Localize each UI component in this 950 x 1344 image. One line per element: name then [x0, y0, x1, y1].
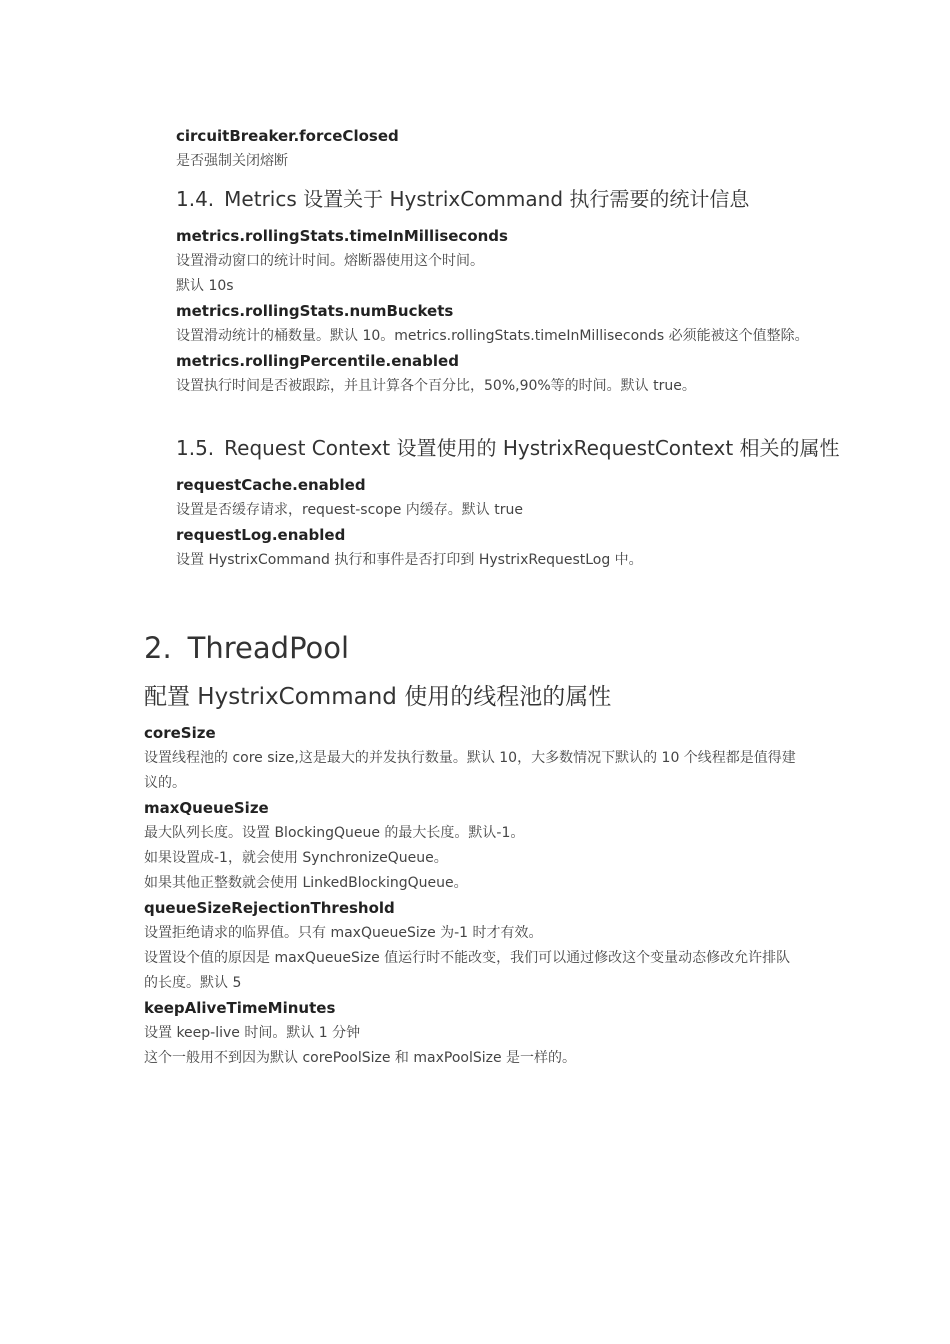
- property-name: maxQueueSize: [144, 799, 269, 817]
- property-name: coreSize: [144, 724, 216, 742]
- property-description: 如果设置成-1，就会使用 SynchronizeQueue。: [144, 850, 448, 866]
- property-name: circuitBreaker.forceClosed: [176, 127, 399, 145]
- chapter-heading: [144, 628, 816, 668]
- property-name: requestLog.enabled: [176, 526, 346, 544]
- section-number: 1.5.: [176, 436, 215, 460]
- property-name: keepAliveTimeMinutes: [144, 999, 336, 1017]
- property-list: [144, 721, 816, 1071]
- property-description: 默认 10s: [176, 278, 234, 294]
- subheading-text: 配置 HystrixCommand 使用的线程池的属性: [144, 684, 612, 710]
- property-description: 的长度。默认 5: [144, 975, 242, 991]
- property-description: 如果其他正整数就会使用 LinkedBlockingQueue。: [144, 875, 468, 891]
- property-description: 设置线程池的 core size,这是最大的并发执行数量。默认 10，大多数情况下默认的 10 个线程都是值得建: [144, 750, 796, 766]
- property-name: metrics.rollingStats.numBuckets: [176, 302, 454, 320]
- property-name: metrics.rollingPercentile.enabled: [176, 352, 459, 370]
- property-description: 设置是否缓存请求，request-scope 内缓存。默认 true: [176, 502, 523, 518]
- property-name: metrics.rollingStats.timeInMilliseconds: [176, 227, 508, 245]
- property-description: 最大队列长度。设置 BlockingQueue 的最大长度。默认-1。: [144, 825, 525, 841]
- property-description: 是否强制关闭熔断: [176, 153, 288, 169]
- property-entry: [176, 124, 816, 174]
- property-list: [176, 224, 816, 399]
- chapter-number: 2.: [144, 631, 172, 665]
- section-heading-1-4: [176, 184, 816, 214]
- subheading: [144, 680, 816, 714]
- property-description: 这个一般用不到因为默认 corePoolSize 和 maxPoolSize 是一样的。: [144, 1050, 577, 1066]
- property-name: requestCache.enabled: [176, 476, 366, 494]
- property-description: 设置 keep-live 时间。默认 1 分钟: [144, 1025, 361, 1041]
- property-description: 设置滑动统计的桶数量。默认 10。metrics.rollingStats.timeInMilliseconds 必须能被这个值整除。: [176, 328, 809, 344]
- property-name: queueSizeRejectionThreshold: [144, 899, 395, 917]
- section-title: Metrics 设置关于 HystrixCommand 执行需要的统计信息: [224, 187, 750, 211]
- property-list: [176, 473, 816, 573]
- property-description: 设置 HystrixCommand 执行和事件是否打印到 HystrixRequestLog 中。: [176, 552, 643, 568]
- chapter-title: ThreadPool: [187, 631, 350, 665]
- property-description: 设置滑动窗口的统计时间。熔断器使用这个时间。: [176, 253, 484, 269]
- section-number: 1.4.: [176, 187, 215, 211]
- section-heading-1-5: [176, 433, 840, 463]
- section-title: Request Context 设置使用的 HystrixRequestContext 相关的属性: [224, 436, 840, 460]
- property-description: 设置执行时间是否被跟踪，并且计算各个百分比，50%,90%等的时间。默认 true。: [176, 378, 696, 394]
- property-description: 设置设个值的原因是 maxQueueSize 值运行时不能改变，我们可以通过修改这个变量动态修改允许排队: [144, 950, 791, 966]
- property-description: 议的。: [144, 775, 186, 791]
- property-description: 设置拒绝请求的临界值。只有 maxQueueSize 为-1 时才有效。: [144, 925, 543, 941]
